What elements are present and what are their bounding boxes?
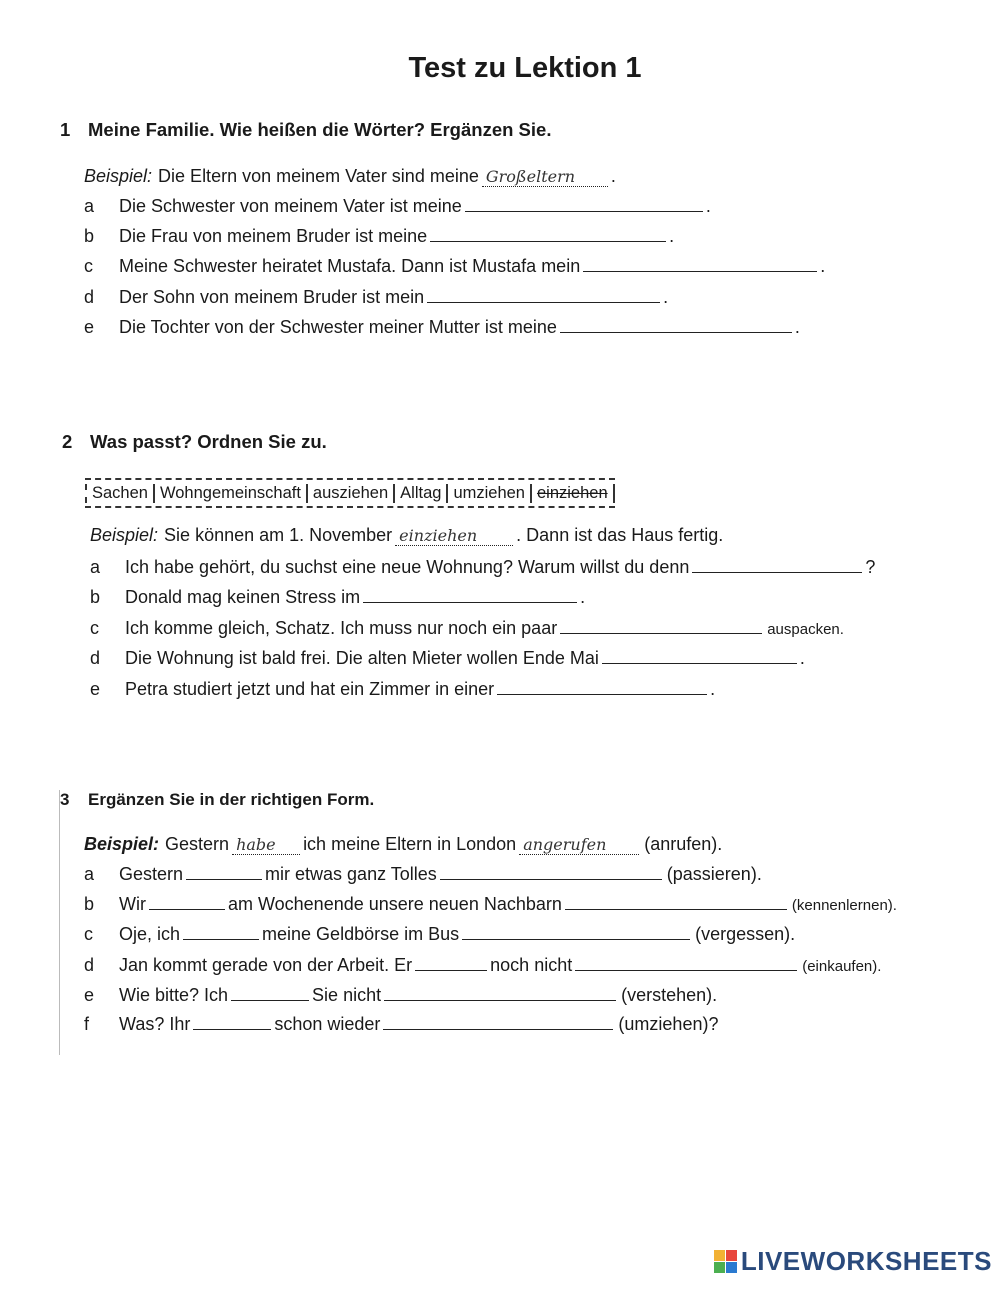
item-text: Sie nicht	[312, 985, 382, 1005]
example-label: Beispiel:	[84, 834, 160, 854]
exercise-item	[84, 985, 717, 1006]
item-text: Gestern	[119, 864, 184, 884]
answer-blank[interactable]	[415, 956, 487, 971]
example-text: Die Eltern von meinem Vater sind meine	[158, 166, 479, 186]
item-text: noch nicht	[490, 955, 573, 975]
answer-blank[interactable]	[692, 558, 862, 573]
section-number: 1	[60, 119, 71, 140]
item-letter: d	[84, 955, 95, 975]
example-text: Sie können am 1. November	[164, 525, 393, 545]
example-line	[90, 525, 723, 546]
item-letter: e	[84, 985, 95, 1005]
item-letter: a	[84, 864, 95, 884]
section-number: 2	[62, 431, 73, 452]
item-end: (passieren).	[666, 864, 762, 884]
example-end: .	[610, 166, 616, 186]
item-letter: b	[84, 226, 95, 246]
item-text: Was? Ihr	[119, 1014, 191, 1034]
item-letter: f	[84, 1014, 90, 1034]
item-letter: d	[90, 648, 101, 668]
item-end: (vergessen).	[695, 924, 796, 944]
example-line	[84, 166, 616, 187]
item-end: .	[820, 256, 826, 276]
item-text: Oje, ich	[119, 924, 181, 944]
exercise-item	[84, 196, 711, 217]
item-end: .	[580, 587, 586, 607]
item-end: .	[705, 196, 711, 216]
example-text: ich meine Eltern in London	[303, 834, 517, 854]
section-3-heading	[60, 790, 374, 810]
word-box	[85, 478, 615, 508]
item-text: Die Schwester von meinem Vater ist meine	[119, 196, 462, 216]
example-answer: einziehen	[395, 526, 513, 546]
section-instruction: Ergänzen Sie in der richtigen Form.	[88, 790, 375, 809]
section-instruction: Meine Familie. Wie heißen die Wörter? Ergänzen Sie.	[88, 119, 552, 140]
item-text: schon wieder	[274, 1014, 381, 1034]
example-end: . Dann ist das Haus fertig.	[516, 525, 724, 545]
item-letter: c	[90, 618, 99, 638]
item-text: Wir	[119, 894, 146, 914]
exercise-item	[90, 679, 715, 700]
item-text: mir etwas ganz Tolles	[265, 864, 437, 884]
example-answer: Großeltern	[482, 167, 608, 187]
item-end: .	[663, 287, 669, 307]
answer-blank[interactable]	[462, 925, 690, 940]
answer-blank[interactable]	[575, 956, 797, 971]
item-end: .	[669, 226, 675, 246]
item-text: Die Frau von meinem Bruder ist meine	[119, 226, 428, 246]
answer-blank[interactable]	[183, 925, 259, 940]
exercise-item	[84, 226, 674, 247]
exercise-item	[90, 648, 805, 669]
example-answer: angerufen	[519, 835, 639, 855]
answer-blank[interactable]	[583, 257, 817, 272]
word-option[interactable]: umziehen	[446, 484, 530, 503]
item-letter: b	[84, 894, 95, 914]
answer-blank[interactable]	[465, 197, 703, 212]
item-end: ?	[865, 557, 876, 577]
word-option[interactable]: Wohngemeinschaft	[153, 484, 306, 503]
exercise-item	[84, 256, 825, 277]
exercise-item	[84, 1014, 718, 1035]
item-text: Donald mag keinen Stress im	[125, 587, 361, 607]
answer-blank[interactable]	[602, 649, 797, 664]
page-title: Test zu Lektion 1	[408, 52, 642, 84]
section-2-heading	[62, 431, 327, 453]
item-end: (kennenlernen).	[791, 897, 897, 914]
exercise-item	[84, 287, 668, 308]
margin-rule	[59, 790, 60, 1055]
example-answer: habe	[232, 835, 300, 855]
item-text: Wie bitte? Ich	[119, 985, 229, 1005]
example-line	[84, 834, 722, 855]
section-number: 3	[60, 790, 70, 809]
exercise-item	[84, 955, 881, 976]
answer-blank[interactable]	[560, 318, 792, 333]
item-end: .	[794, 317, 800, 337]
answer-blank[interactable]	[427, 288, 660, 303]
answer-blank[interactable]	[497, 680, 707, 695]
section-1-heading	[60, 119, 551, 141]
answer-blank[interactable]	[384, 986, 616, 1001]
item-text: Ich habe gehört, du suchst eine neue Wohnung? Warum willst du denn	[125, 557, 690, 577]
item-end: auspacken.	[767, 621, 844, 638]
item-text: Die Wohnung ist bald frei. Die alten Mieter wollen Ende Mai	[125, 648, 599, 668]
item-end: (umziehen)?	[618, 1014, 719, 1034]
item-end: .	[710, 679, 716, 699]
item-text: meine Geldbörse im Bus	[262, 924, 460, 944]
answer-blank[interactable]	[231, 986, 309, 1001]
item-letter: c	[84, 256, 93, 276]
logo-mark-icon	[714, 1250, 737, 1273]
item-letter: a	[84, 196, 95, 216]
item-letter: b	[90, 587, 101, 607]
item-text: Der Sohn von meinem Bruder ist mein	[119, 287, 425, 307]
example-label: Beispiel:	[90, 525, 159, 545]
item-text: Meine Schwester heiratet Mustafa. Dann ist Mustafa mein	[119, 256, 581, 276]
answer-blank[interactable]	[186, 865, 262, 880]
item-end: (verstehen).	[621, 985, 718, 1005]
answer-blank[interactable]	[430, 227, 666, 242]
word-option[interactable]: Alltag	[393, 484, 446, 503]
item-letter: d	[84, 287, 95, 307]
item-text: Die Tochter von der Schwester meiner Mutter ist meine	[119, 317, 557, 337]
section-instruction: Was passt? Ordnen Sie zu.	[90, 431, 327, 452]
answer-blank[interactable]	[383, 1015, 613, 1030]
answer-blank[interactable]	[440, 865, 662, 880]
answer-blank[interactable]	[149, 895, 225, 910]
liveworksheets-logo	[714, 1246, 992, 1277]
item-letter: c	[84, 924, 93, 944]
answer-blank[interactable]	[565, 895, 787, 910]
item-text: Ich komme gleich, Schatz. Ich muss nur noch ein paar	[125, 618, 558, 638]
item-text: Petra studiert jetzt und hat ein Zimmer in einer	[125, 679, 495, 699]
word-option-used: einziehen	[530, 484, 615, 503]
item-text: Jan kommt gerade von der Arbeit. Er	[119, 955, 413, 975]
item-end: (einkaufen).	[802, 958, 882, 975]
word-option[interactable]: ausziehen	[306, 484, 393, 503]
example-label: Beispiel:	[84, 166, 153, 186]
exercise-item	[84, 894, 897, 915]
exercise-item	[84, 924, 795, 945]
item-text: am Wochenende unsere neuen Nachbarn	[227, 894, 562, 914]
exercise-item	[90, 587, 585, 608]
exercise-item	[90, 618, 844, 639]
exercise-item	[84, 864, 762, 885]
item-letter: e	[90, 679, 101, 699]
example-text: Gestern	[165, 834, 230, 854]
word-option[interactable]: Sachen	[85, 484, 153, 503]
answer-blank[interactable]	[193, 1015, 271, 1030]
answer-blank[interactable]	[363, 588, 577, 603]
answer-blank[interactable]	[560, 619, 762, 634]
item-end: .	[799, 648, 805, 668]
item-letter: a	[90, 557, 101, 577]
item-letter: e	[84, 317, 95, 337]
example-end: (anrufen).	[644, 834, 723, 854]
exercise-item	[90, 557, 875, 578]
exercise-item	[84, 317, 800, 338]
logo-text: LIVEWORKSHEETS	[740, 1246, 992, 1276]
